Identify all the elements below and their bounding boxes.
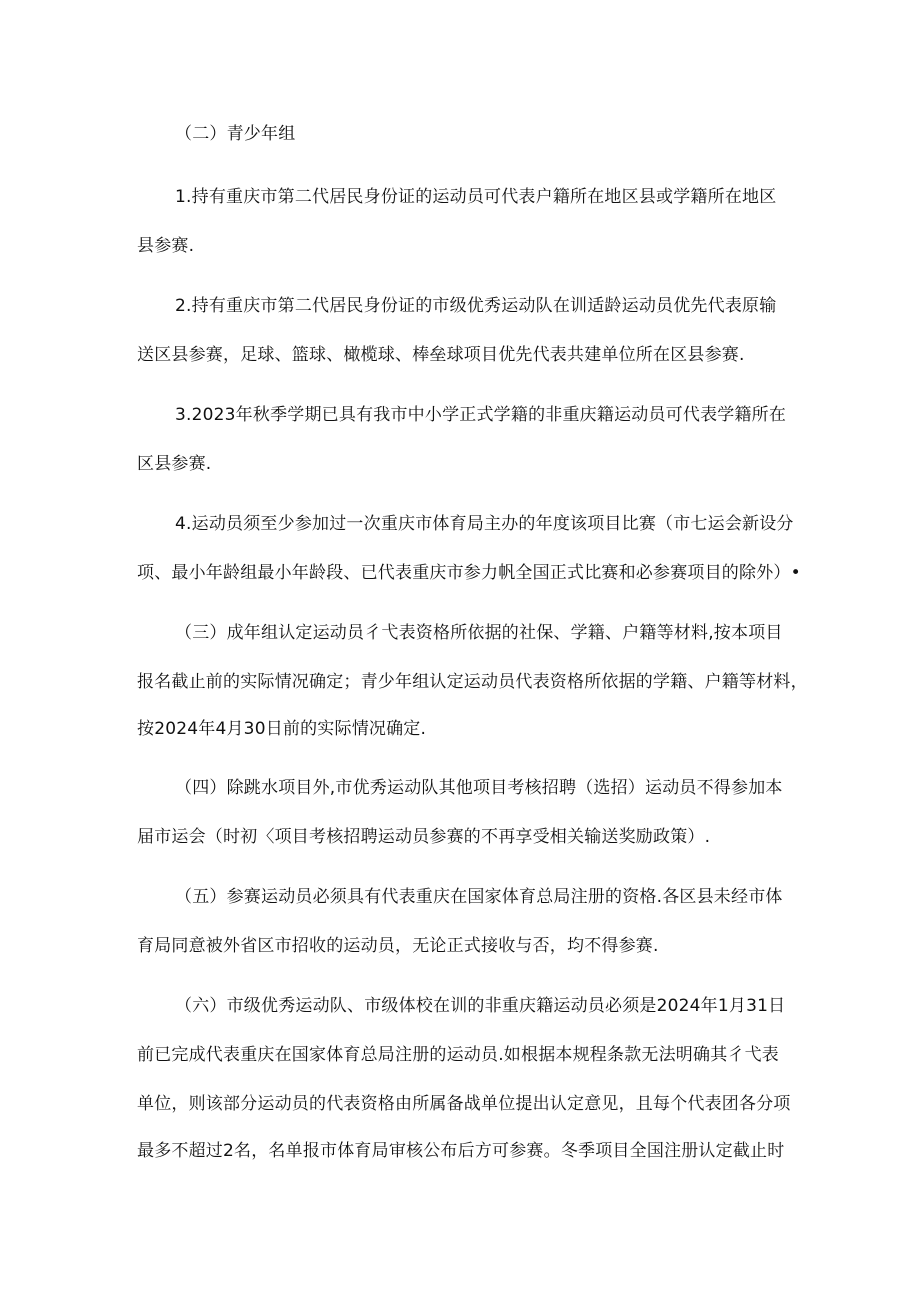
paragraph-line: 送区县参赛，足球、篮球、橄榄球、棒垒球项目优先代表共建单位所在区县参赛. bbox=[137, 345, 745, 365]
paragraph-line: 1.持有重庆市第二代居民身份证的运动员可代表户籍所在地区县或学籍所在地区 bbox=[175, 187, 777, 207]
paragraph-line: 单位，则该部分运动员的代表资格由所属备战单位提出认定意见，且每个代表团各分项 bbox=[137, 1094, 791, 1114]
paragraph-line: 县参赛. bbox=[137, 236, 195, 256]
paragraph-line: 前已完成代表重庆在国家体育总局注册的运动员.如根据本规程条款无法明确其彳弋表 bbox=[137, 1045, 780, 1065]
paragraph-line: 最多不超过2名，名单报市体育局审核公布后方可参赛。冬季项目全国注册认定截止时 bbox=[137, 1141, 785, 1161]
paragraph-line: 4.运动员须至少参加过一次重庆市体育局主办的年度该项目比赛（市七运会新设分 bbox=[175, 514, 794, 534]
paragraph-line: （六）市级优秀运动队、市级体校在训的非重庆籍运动员必须是2024年1月31日 bbox=[175, 996, 786, 1016]
paragraph-line: 届市运会（时初〈项目考核招聘运动员参赛的不再享受相关输送奖励政策）. bbox=[137, 827, 711, 847]
paragraph-line: （四）除跳水项目外,市优秀运动队其他项目考核招聘（选招）运动员不得参加本 bbox=[175, 778, 783, 798]
section-heading-youth-group: （二）青少年组 bbox=[175, 124, 296, 144]
paragraph-line: 按2024年4月30日前的实际情况确定. bbox=[137, 719, 427, 739]
paragraph-line: 报名截止前的实际情况确定；青少年组认定运动员代表资格所依据的学籍、户籍等材料， bbox=[137, 672, 808, 692]
paragraph-line: （三）成年组认定运动员彳弋表资格所依据的社保、学籍、户籍等材料,按本项目 bbox=[175, 623, 783, 643]
paragraph-line: 2.持有重庆市第二代居民身份证的市级优秀运动队在训适龄运动员优先代表原输 bbox=[175, 296, 777, 316]
paragraph-line: （五）参赛运动员必须具有代表重庆在国家体育总局注册的资格.各区县未经市体 bbox=[175, 887, 783, 907]
paragraph-line: 3.2023年秋季学期已具有我市中小学正式学籍的非重庆籍运动员可代表学籍所在 bbox=[175, 405, 787, 425]
paragraph-line: 区县参赛. bbox=[137, 454, 212, 474]
paragraph-line: 育局同意被外省区市招收的运动员，无论正式接收与否，均不得参赛. bbox=[137, 936, 659, 956]
paragraph-line: 项、最小年龄组最小年龄段、已代表重庆市参力帆全国正式比赛和必参赛项目的除外）• bbox=[137, 563, 801, 583]
